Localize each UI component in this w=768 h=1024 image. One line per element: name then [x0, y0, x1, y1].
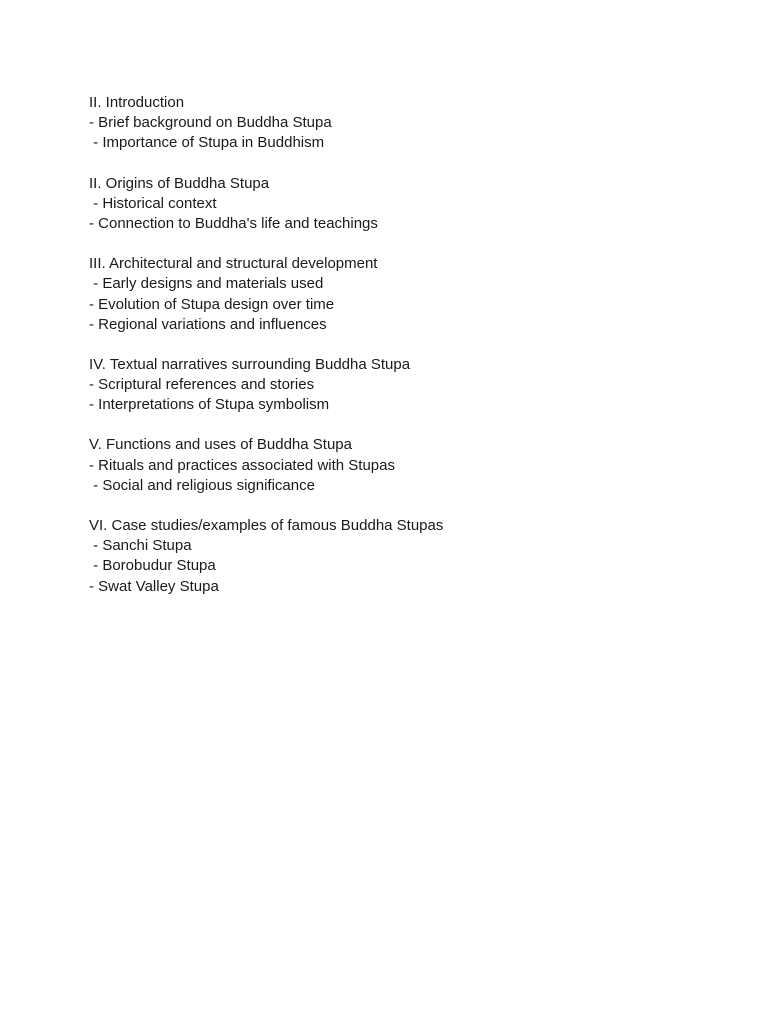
outline-section-textual-narratives — [89, 355, 729, 416]
section-item: - Connection to Buddha's life and teachings — [89, 214, 378, 232]
outline-section-functions — [89, 435, 729, 496]
section-heading: II. Origins of Buddha Stupa — [89, 174, 270, 192]
outline-section-origins — [89, 174, 729, 235]
section-item: - Early designs and materials used — [89, 275, 324, 293]
section-item: - Swat Valley Stupa — [89, 577, 219, 595]
section-item: - Scriptural references and stories — [89, 376, 315, 394]
section-heading: IV. Textual narratives surrounding Buddha Stupa — [89, 355, 411, 373]
outline-section-architecture — [89, 254, 729, 335]
section-item: - Regional variations and influences — [89, 315, 327, 333]
section-heading: V. Functions and uses of Buddha Stupa — [89, 436, 352, 454]
section-heading: II. Introduction — [89, 94, 185, 111]
section-item: - Rituals and practices associated with Stupas — [89, 456, 395, 474]
section-item: - Interpretations of Stupa symbolism — [89, 396, 330, 414]
section-item: - Borobudur Stupa — [89, 557, 216, 575]
section-item: - Brief background on Buddha Stupa — [89, 114, 332, 132]
section-heading: VI. Case studies/examples of famous Buddha Stupas — [89, 517, 444, 534]
section-item: - Importance of Stupa in Buddhism — [89, 134, 325, 152]
section-item: - Social and religious significance — [89, 476, 315, 494]
section-item: - Historical context — [89, 194, 217, 212]
section-heading: III. Architectural and structural development — [89, 255, 378, 273]
section-item: - Evolution of Stupa design over time — [89, 295, 335, 313]
outline-section-introduction — [89, 93, 729, 154]
outline-section-case-studies — [89, 516, 729, 597]
document-page — [89, 93, 729, 617]
section-item: - Sanchi Stupa — [89, 537, 192, 555]
